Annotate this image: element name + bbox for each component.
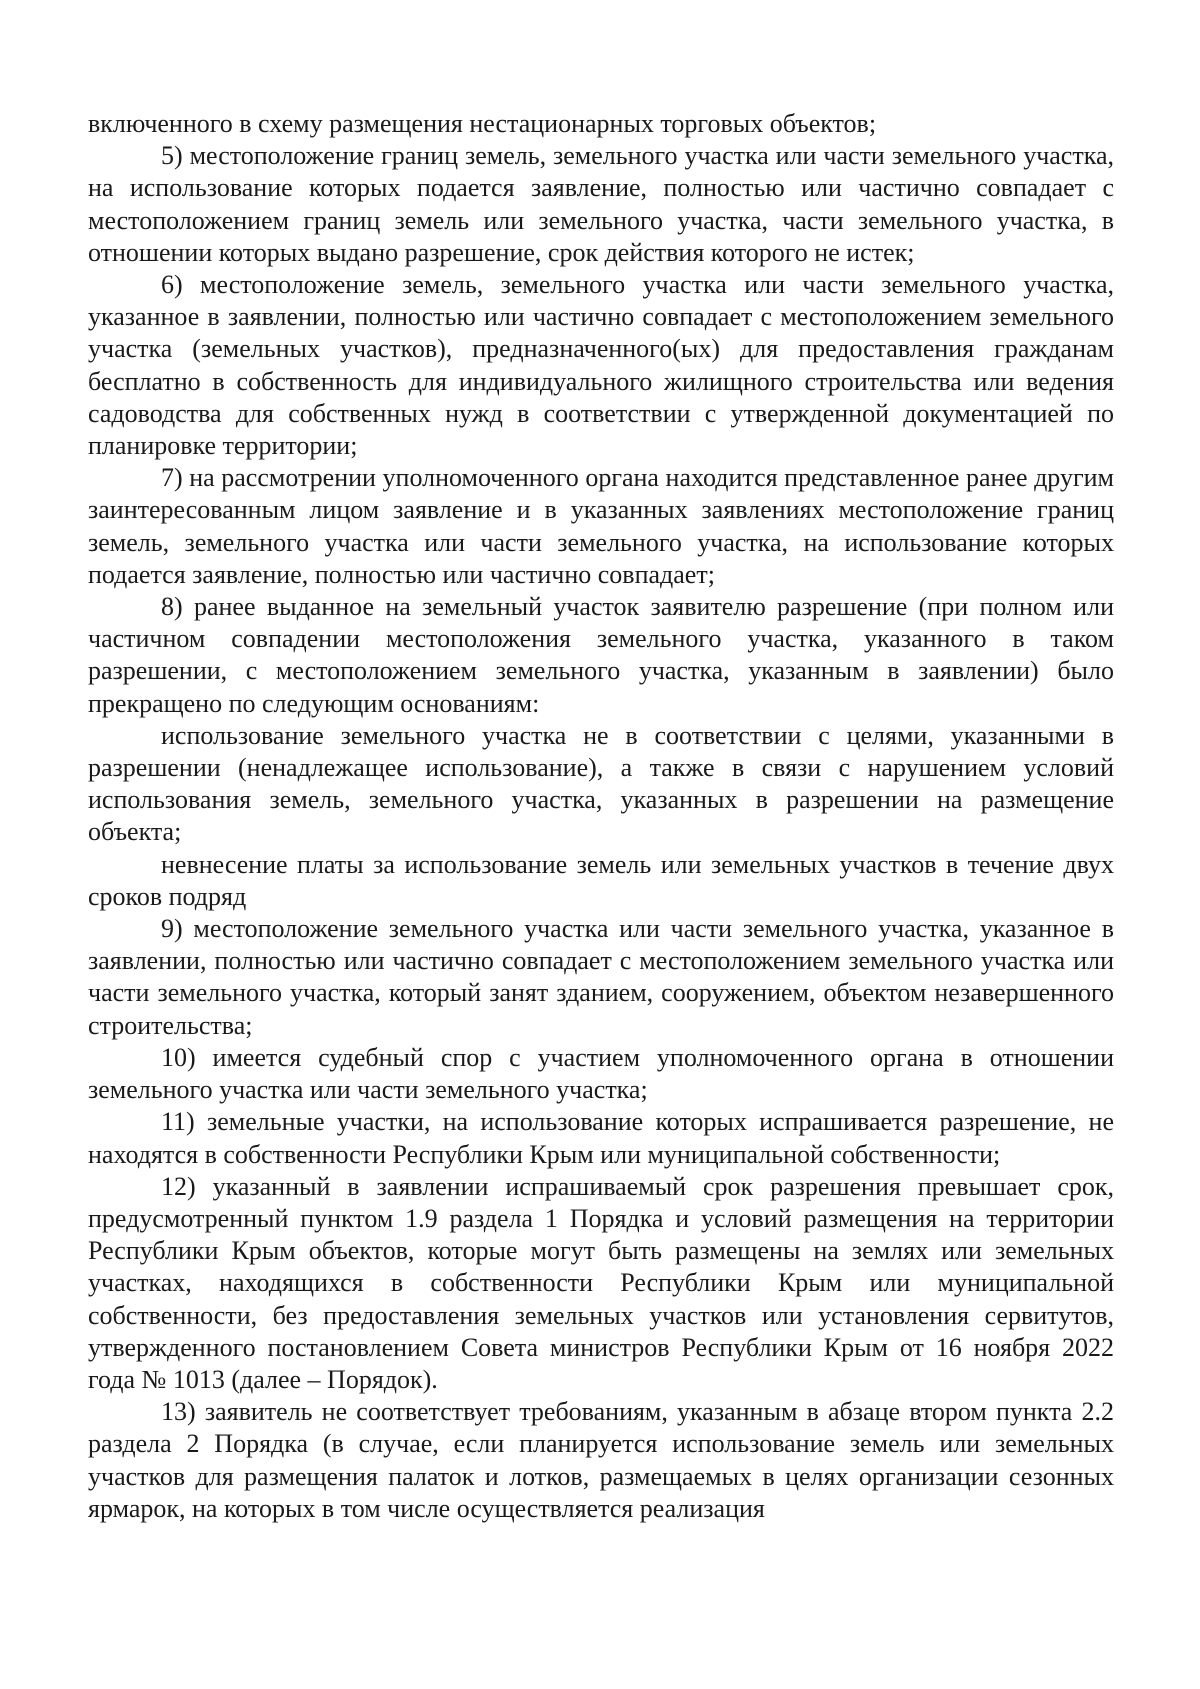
paragraph-item-9: 9) местоположение земельного участка или части земельного участка, указанное в заявлении, полностью или частично совпадает с местоположением земельного участка или части земельного участка, который занят зданием, сооружением, объектом незавершенного строительства; [88,914,1114,1040]
paragraph-item-8-ground-2: невнесение платы за использование земель или земельных участков в течение двух сроков подряд [88,849,1114,911]
paragraph-item-7: 7) на рассмотрении уполномоченного органа находится представленное ранее другим заинтересованным лицом заявление и в указанных заявлениях местоположение границ земель, земельного участка или части земельного участка, на использование которых подается заявление, полностью или частично совпадает; [88,463,1114,589]
paragraph-item-12: 12) указанный в заявлении испрашиваемый срок разрешения превышает срок, предусмотренный пунктом 1.9 раздела 1 Порядка и условий размещения на территории Республики Крым объектов, которые могут быть размещены на землях или земельных участках, находящихся в собственности Республики Крым или муниципальной собственности, без предоставления земельных участков или установления сервитутов, утвержденного постановлением Совета министров Республики Крым от 16 ноября 2022 года № 1013 (далее – Порядок). [88,1171,1114,1394]
paragraph-item-8: 8) ранее выданное на земельный участок заявителю разрешение (при полном или частичном совпадении местоположения земельного участка, указанного в таком разрешении, с местоположением земельного участка, указанным в заявлении) было прекращено по следующим основаниям: [88,592,1114,718]
document-body [88,108,1114,1525]
paragraph-item-8-ground-1: использование земельного участка не в соответствии с целями, указанными в разрешении (ненадлежащее использование), а также в связи с нарушением условий использования земель, земельного участка, указанных в разрешении на размещение объекта; [88,720,1114,847]
paragraph-item-10: 10) имеется судебный спор с участием уполномоченного органа в отношении земельного участка или части земельного участка; [88,1042,1114,1105]
paragraph-item-11: 11) земельные участки, на использование которых испрашивается разрешение, не находятся в собственности Республики Крым или муниципальной собственности; [88,1107,1114,1169]
paragraph-item-6: 6) местоположение земель, земельного участка или части земельного участка, указанное в заявлении, полностью или частично совпадает с местоположением земельного участка (земельных участков), предназначенного(ых) для предоставления гражданам бесплатно в собственность для индивидуального жилищного строительства или ведения садоводства для собственных нужд в соответствии с утвержденной документацией по планировке территории; [88,270,1114,461]
paragraph-item-13: 13) заявитель не соответствует требованиям, указанным в абзаце втором пункта 2.2 раздела 2 Порядка (в случае, если планируется использование земель или земельных участков для размещения палаток и лотков, размещаемых в целях организации сезонных ярмарок, на которых в том числе осуществляется реализация [88,1397,1114,1523]
paragraph-continuation: включенного в схему размещения нестационарных торговых объектов; [88,109,877,138]
paragraph-item-5: 5) местоположение границ земель, земельного участка или части земельного участка, на использование которых подается заявление, полностью или частично совпадает с местоположением границ земель или земельного участка, части земельного участка, в отношении которых выдано разрешение, срок действия которого не истек; [88,141,1114,267]
